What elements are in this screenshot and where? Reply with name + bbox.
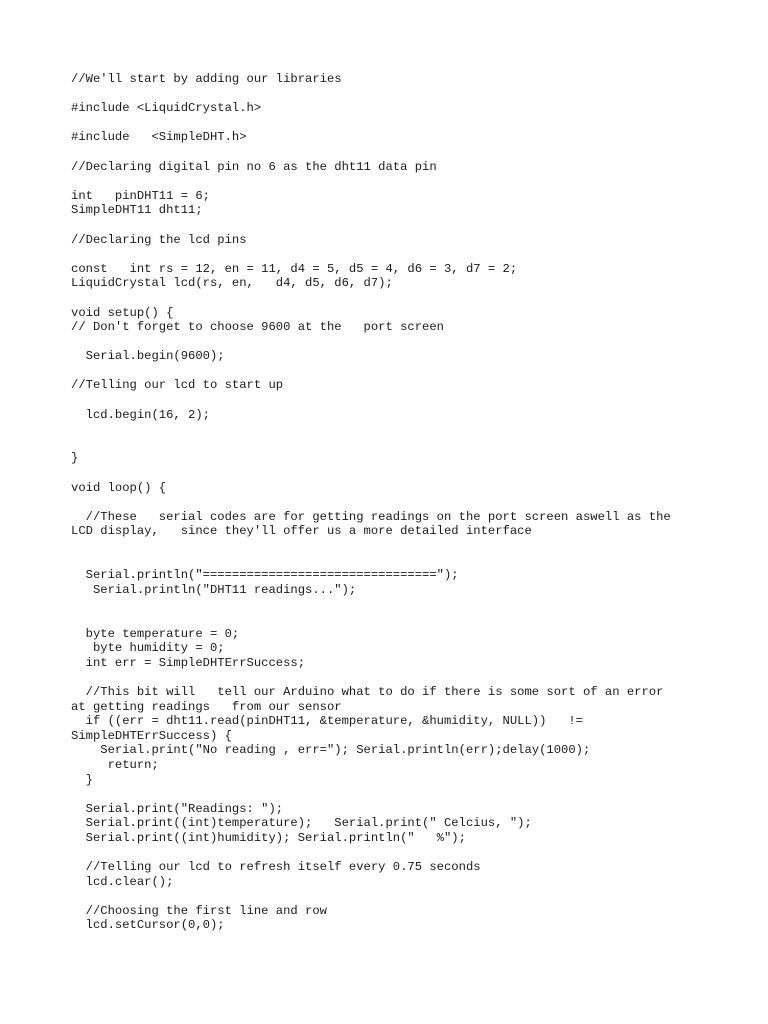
code-line (71, 466, 711, 481)
code-line (71, 145, 711, 160)
code-line (71, 218, 711, 233)
code-line: lcd.begin(16, 2); (71, 407, 210, 422)
code-line: int err = SimpleDHTErrSuccess; (71, 655, 306, 670)
code-line: #include <LiquidCrystal.h> (71, 101, 262, 116)
code-line: LiquidCrystal lcd(rs, en, d4, d5, d6, d7); (71, 276, 393, 291)
code-line: at getting readings from our sensor (71, 699, 342, 714)
code-line: #include <SimpleDHT.h> (71, 130, 247, 145)
code-line: if ((err = dht11.read(pinDHT11, &temperature, &humidity, NULL)) != (71, 714, 583, 729)
code-line (71, 597, 711, 612)
code-line (71, 393, 711, 408)
code-line: Serial.print("No reading , err="); Serial.println(err);delay(1000); (71, 743, 591, 758)
code-line: SimpleDHT11 dht11; (71, 203, 203, 218)
code-line: Serial.println("================================"); (71, 568, 459, 583)
code-line: //Choosing the first line and row (71, 903, 327, 918)
code-line: //Declaring the lcd pins (71, 232, 247, 247)
code-line: lcd.setCursor(0,0); (71, 918, 225, 933)
code-line: Serial.begin(9600); (71, 349, 225, 364)
code-line (71, 174, 711, 189)
code-line: } (71, 451, 79, 466)
code-line: //These serial codes are for getting readings on the port screen aswell as the (71, 509, 671, 524)
code-line (71, 335, 711, 350)
code-line: SimpleDHTErrSuccess) { (71, 728, 232, 743)
code-line (71, 612, 711, 627)
code-line (71, 247, 711, 262)
code-line: //We'll start by adding our libraries (71, 72, 342, 86)
code-line (71, 437, 711, 452)
code-line: // Don't forget to choose 9600 at the port screen (71, 320, 444, 335)
code-listing (71, 72, 711, 933)
code-line (71, 495, 711, 510)
code-line (71, 291, 711, 306)
code-line (71, 554, 711, 569)
code-line: const int rs = 12, en = 11, d4 = 5, d5 = 4, d6 = 3, d7 = 2; (71, 261, 518, 276)
code-line (71, 364, 711, 379)
code-line (71, 787, 711, 802)
code-line: Serial.print("Readings: "); (71, 801, 284, 816)
code-line (71, 422, 711, 437)
code-line: int pinDHT11 = 6; (71, 188, 210, 203)
code-line (71, 670, 711, 685)
code-line: lcd.clear(); (71, 874, 174, 889)
code-line: void loop() { (71, 480, 167, 495)
code-line: //Declaring digital pin no 6 as the dht11 data pin (71, 159, 437, 174)
code-line (71, 87, 711, 102)
code-line (71, 889, 711, 904)
code-line: //Telling our lcd to refresh itself every 0.75 seconds (71, 860, 481, 875)
code-line: //Telling our lcd to start up (71, 378, 284, 393)
code-line: byte humidity = 0; (71, 641, 225, 656)
code-line (71, 845, 711, 860)
code-line (71, 116, 711, 131)
code-line: Serial.print((int)humidity); Serial.println(" %"); (71, 830, 466, 845)
code-line: void setup() { (71, 305, 174, 320)
code-line: Serial.print((int)temperature); Serial.print(" Celcius, "); (71, 816, 532, 831)
code-line: } (71, 772, 93, 787)
code-line: Serial.println("DHT11 readings..."); (71, 582, 357, 597)
code-line: //This bit will tell our Arduino what to do if there is some sort of an error (71, 684, 664, 699)
code-line: LCD display, since they'll offer us a more detailed interface (71, 524, 532, 539)
code-line (71, 539, 711, 554)
code-line: byte temperature = 0; (71, 626, 240, 641)
code-line: return; (71, 757, 159, 772)
